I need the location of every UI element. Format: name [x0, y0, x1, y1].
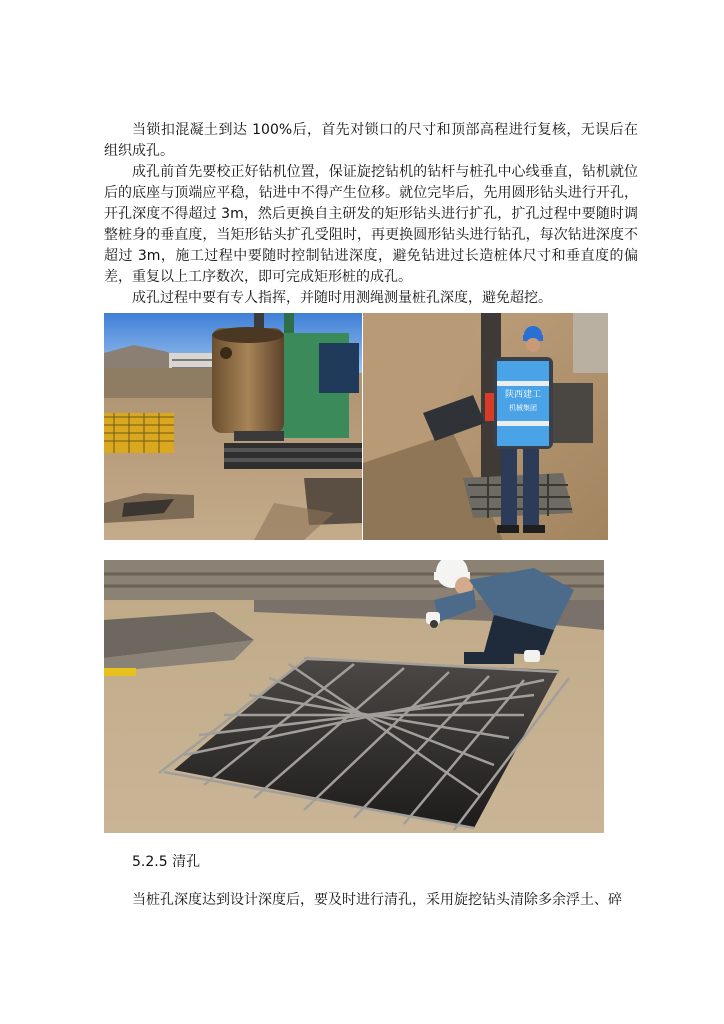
drilling-rig-photo	[104, 313, 362, 540]
worker-supervising-photo	[363, 313, 608, 540]
vest-subtext: 机械集团	[509, 404, 537, 412]
paragraph-1: 当锁扣混凝土到达 100%后，首先对锁口的尺寸和顶部高程进行复核，无误后在组织成孔。	[104, 122, 638, 159]
paragraph-3: 成孔过程中要有专人指挥，并随时用测绳测量桩孔深度，避免超挖。	[132, 290, 552, 306]
paragraph-2: 成孔前首先要校正好钻机位置，保证旋挖钻机的钻杆与桩孔中心线垂直，钻机就位后的底座与顶端应平稳，钻进中不得产生位移。就位完毕后，先用圆形钻头进行开孔，开孔深度不得超过 3m，然后更换自主研发的矩形钻头进行扩孔，扩孔过程中要随时调整桩身的垂直度，当矩形钻头扩孔受阻时，再更换圆形钻头进行钻孔，每次钻进深度不超过 3m，施工过程中要随时控制钻进深度，避免钻进过长造桩体尺寸和垂直度的偏差，重复以上工序数次，即可完成矩形桩的成孔。	[104, 164, 638, 285]
rebar-cage-pit-photo	[104, 560, 604, 833]
section-heading: 5.2.5 清孔	[132, 854, 201, 870]
paragraph-4: 当桩孔深度达到设计深度后，要及时进行清孔，采用旋挖钻头清除多余浮土、碎	[132, 892, 622, 908]
vest-brand-text: 陕西建工	[504, 390, 542, 400]
